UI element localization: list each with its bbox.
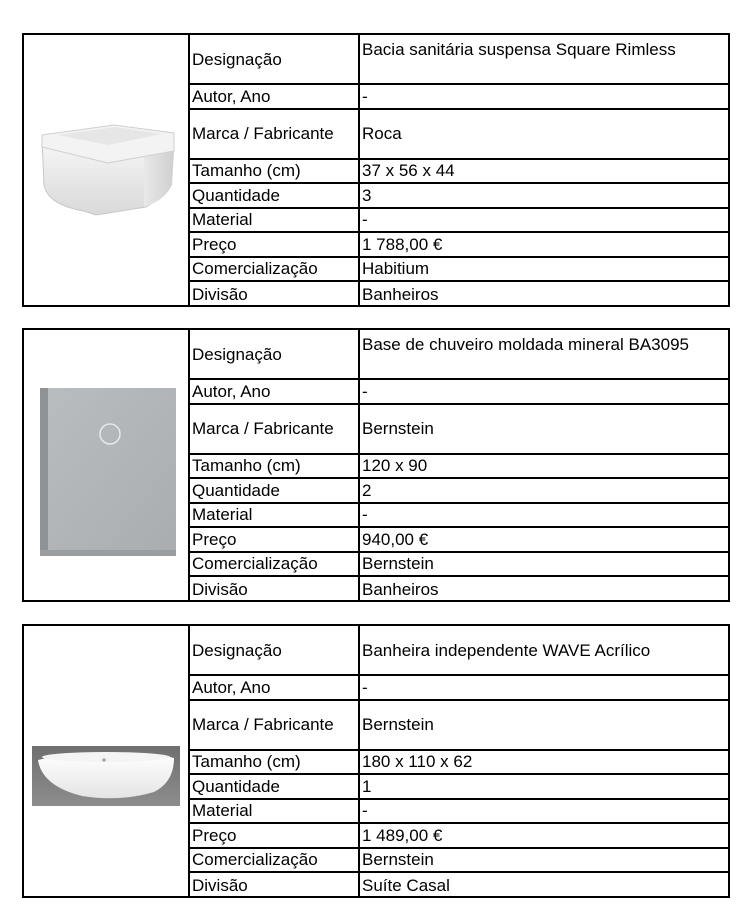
spec-row-designacao	[190, 35, 730, 85]
spec-value: Bernstein	[362, 419, 434, 438]
spec-value: -	[362, 505, 368, 525]
spec-row-quantidade	[190, 184, 730, 209]
spec-label: Divisão	[190, 282, 360, 307]
spec-label: Quantidade	[190, 479, 360, 502]
spec-row-comercializacao	[190, 553, 730, 578]
spec-value: -	[362, 210, 368, 230]
spec-label: Quantidade	[190, 184, 360, 207]
spec-table	[190, 35, 730, 305]
spec-label: Marca / Fabricante	[190, 701, 360, 749]
spec-label: Quantidade	[190, 775, 360, 798]
spec-label: Material	[190, 504, 360, 527]
spec-row-designacao	[190, 626, 730, 676]
spec-row-divisao	[190, 282, 730, 307]
spec-row-material	[190, 209, 730, 234]
spec-row-tamanho	[190, 751, 730, 776]
spec-label: Preço	[190, 528, 360, 551]
spec-value: Bacia sanitária suspensa Square Rimless	[362, 40, 676, 59]
spec-row-marca	[190, 405, 730, 455]
spec-value: -	[362, 381, 368, 401]
spec-value: -	[362, 801, 368, 821]
wall-hung-toilet-image	[24, 35, 188, 305]
spec-row-autor	[190, 380, 730, 405]
spec-table	[190, 330, 730, 600]
spec-row-tamanho	[190, 455, 730, 480]
spec-label: Designação	[190, 35, 360, 83]
spec-value: 180 x 110 x 62	[362, 752, 473, 772]
spec-value: Banheira independente WAVE Acrílico	[362, 640, 651, 660]
spec-value: 3	[362, 185, 372, 205]
spec-value: Habitium	[362, 259, 430, 279]
product-image-cell	[24, 330, 190, 600]
spec-value: -	[362, 86, 368, 106]
spec-label: Preço	[190, 824, 360, 847]
spec-row-preco	[190, 824, 730, 849]
spec-label: Tamanho (cm)	[190, 455, 360, 478]
spec-label: Marca / Fabricante	[190, 405, 360, 453]
spec-label: Comercialização	[190, 849, 360, 872]
spec-value: Base de chuveiro moldada mineral BA3095	[362, 335, 689, 354]
spec-row-marca	[190, 701, 730, 751]
spec-row-preco	[190, 233, 730, 258]
product-card-toilet	[22, 33, 730, 307]
spec-value: 1 788,00 €	[362, 234, 443, 254]
spec-label: Autor, Ano	[190, 85, 360, 108]
spec-row-marca	[190, 110, 730, 160]
spec-value: Roca	[362, 124, 402, 143]
spec-row-quantidade	[190, 775, 730, 800]
spec-row-quantidade	[190, 479, 730, 504]
spec-label: Material	[190, 209, 360, 232]
spec-value: Suíte Casal	[362, 875, 450, 895]
spec-value: 1 489,00 €	[362, 825, 443, 845]
spec-label: Marca / Fabricante	[190, 110, 360, 158]
spec-value: -	[362, 677, 368, 697]
spec-value: 120 x 90	[362, 456, 428, 476]
spec-row-autor	[190, 85, 730, 110]
spec-label: Designação	[190, 330, 360, 378]
spec-row-material	[190, 504, 730, 529]
spec-label: Tamanho (cm)	[190, 751, 360, 774]
product-image-cell	[24, 626, 190, 896]
spec-row-material	[190, 800, 730, 825]
freestanding-bathtub-image	[24, 626, 188, 896]
product-card-shower-tray	[22, 328, 730, 602]
spec-table	[190, 626, 730, 896]
spec-value: Banheiros	[362, 284, 439, 304]
spec-row-tamanho	[190, 160, 730, 185]
spec-label: Divisão	[190, 577, 360, 602]
product-image-cell	[24, 35, 190, 305]
spec-value: 1	[362, 776, 372, 796]
spec-row-divisao	[190, 873, 730, 898]
spec-label: Preço	[190, 233, 360, 256]
spec-value: Banheiros	[362, 579, 439, 599]
spec-value: Bernstein	[362, 554, 434, 574]
spec-label: Autor, Ano	[190, 676, 360, 699]
product-card-bathtub	[22, 624, 730, 898]
spec-value: Bernstein	[362, 850, 434, 870]
spec-label: Comercialização	[190, 553, 360, 576]
spec-value: 2	[362, 480, 372, 500]
spec-value: 37 x 56 x 44	[362, 161, 455, 181]
spec-value: 940,00 €	[362, 529, 429, 549]
spec-row-comercializacao	[190, 849, 730, 874]
spec-label: Designação	[190, 626, 360, 674]
spec-row-autor	[190, 676, 730, 701]
spec-row-designacao	[190, 330, 730, 380]
spec-label: Tamanho (cm)	[190, 160, 360, 183]
spec-row-preco	[190, 528, 730, 553]
spec-row-comercializacao	[190, 258, 730, 283]
spec-label: Material	[190, 800, 360, 823]
spec-label: Comercialização	[190, 258, 360, 281]
spec-label: Divisão	[190, 873, 360, 898]
shower-tray-image	[24, 330, 188, 600]
spec-row-divisao	[190, 577, 730, 602]
spec-label: Autor, Ano	[190, 380, 360, 403]
spec-value: Bernstein	[362, 715, 434, 734]
